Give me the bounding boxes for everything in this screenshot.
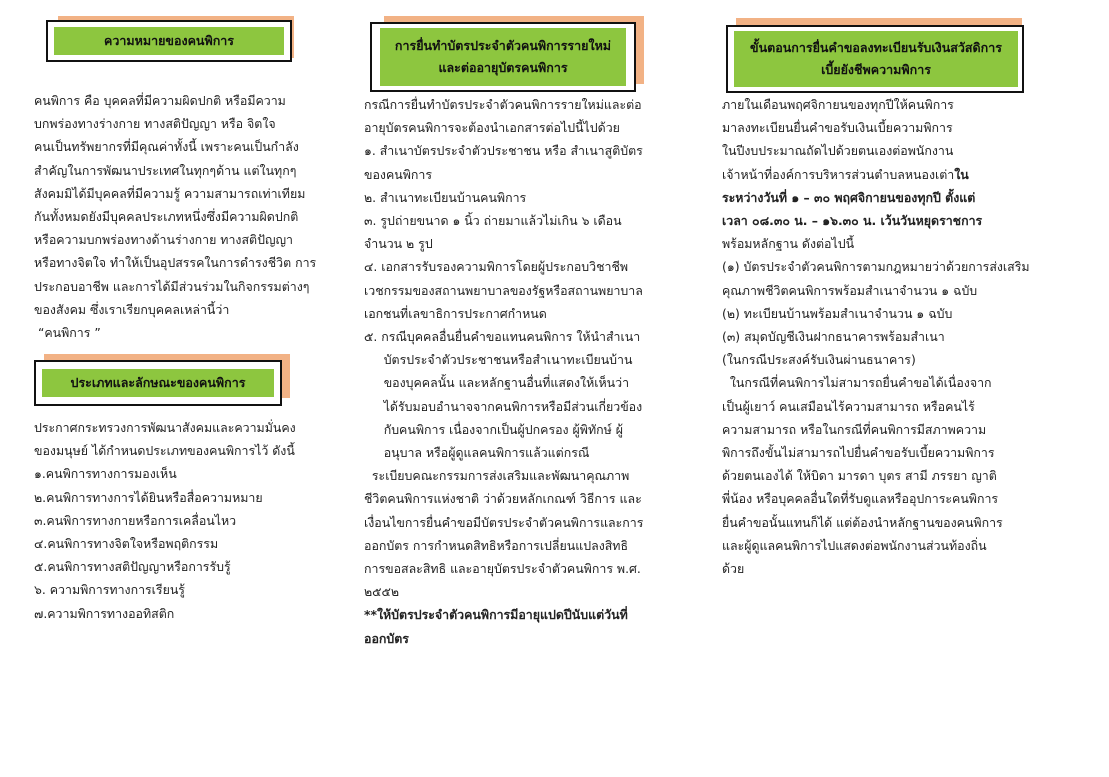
types-text: ประกาศกระทรวงการพัฒนาสังคมและความมั่นคง ของมนุษย์ ได้กำหนดประเภทของคนพิการไว้ ดังนี้ ๑.คนพิการทางการมองเห็น ๒.คนพิการทางการได้ยินหรือสื่อความหมาย ๓.คนพิการทางกายหรือการเคลื่อนไหว ๔.คนพิการทางจิตใจหรือพฤติกรรม ๕.คนพิการทางสติปัญญาหรือการรับรู้ ๖. ความพิการทางการเรียนรู้ ๗.ความพิการทางออทิสติก bbox=[34, 420, 296, 621]
card-validity-note-line1: **ให้บัตรประจำตัวคนพิการมีอายุแปดปีนับแต่วันที่ bbox=[364, 607, 628, 623]
card-validity-note-line2: ออกบัตร bbox=[364, 630, 409, 646]
heading-definition: ความหมายของคนพิการ bbox=[103, 33, 235, 48]
allowance-text: ภายในเดือนพฤศจิกายนของทุกปีให้คนพิการ มาลงทะเบียนยื่นคำขอรับเงินเบี้ยความพิการ ในปีงบประมาณถัดไปด้วยตนเองต่อพนักงาน เจ้าหน้าที่องค์การบริหารส่วนตำบลหนองเต่าใน ระหว่างวันที่ ๑ – ๓๐ พฤศจิกายนของทุกปี ตั้งแต่ เวลา ๐๘.๓๐ น. – ๑๖.๓๐ น. เว้นวันหยุดราชการ พร้อมหลักฐาน ดังต่อไปนี้ (๑) บัตรประจำตัวคนพิการตามกฎหมายว่าด้วยการส่งเสริม คุณภาพชีวิตคนพิการพร้อมสำเนาจำนวน ๑ ฉบับ (๒) ทะเบียนบ้านพร้อมสำเนาจำนวน ๑ ฉบับ (๓) สมุดบัญชีเงินฝากธนาคารพร้อมสำเนา (ในกรณีประสงค์รับเงินผ่านธนาคาร) ในกรณีที่คนพิการไม่สามารถยื่นคำขอได้เนื่องจาก เป็นผู้เยาว์ คนเสมือนไร้ความสามารถ หรือคนไร้ ความสามารถ หรือในกรณีที่คนพิการมีสภาพความ พิการถึงขั้นไม่สามารถไปยื่นคำขอรับเบี้ยความพิการ ด้วยตนเองได้ ให้บิดา มารดา บุตร สามี ภรรยา ญาติ พี่น้อง หรือบุคคลอื่นใดที่รับดูแลหรืออุปการะคนพิการ ยื่นคำขอนั้นแทนก็ได้ แต่ต้องนำหลักฐานของคนพิการ และผู้ดูแลคนพิการไปแสดงต่อพนักงานส่วนท้องถิ่น ด้วย bbox=[722, 97, 1030, 577]
document-list-item: (๑) บัตรประจำตัวคนพิการตามกฎหมายว่าด้วยการส่งเสริม bbox=[722, 259, 1030, 275]
heading-card-line1: การยื่นทำบัตรประจำตัวคนพิการรายใหม่ bbox=[394, 38, 612, 53]
definition-text: คนพิการ คือ บุคคลที่มีความผิดปกติ หรือมีความ บกพร่องทางร่างกาย ทางสติปัญญา หรือ จิตใจ คนเป็นทรัพยากรที่มีคุณค่าทั้งนี้ เพราะคนเป็นกำลัง สำคัญในการพัฒนาประเทศในทุกๆด้าน แต่ในทุกๆ สังคมมิได้มีบุคคลที่มีความรู้ ความสามารถเท่าเทียม กันทั้งหมดยังมีบุคคลประเภทหนึ่งซึ่งมีความผิดปกติ หรือความบกพร่องทางด้านร่างกาย ทางสติปัญญา หรือทางจิตใจ ทำให้เป็นอุปสรรคในการดำรงชีวิต การ ประกอบอาชีพ และการได้มีส่วนร่วมในกิจกรรมต่างๆ ของสังคม ซึ่งเราเรียกบุคคลเหล่านี้ว่า “คนพิการ ” bbox=[34, 93, 317, 341]
heading-allowance-line2: เบี้ยยังชีพความพิการ bbox=[821, 62, 931, 77]
heading-card-line2: และต่ออายุบัตรคนพิการ bbox=[438, 60, 568, 75]
document-list-item: (๓) สมุดบัญชีเงินฝากธนาคารพร้อมสำเนา bbox=[722, 329, 945, 345]
card-application-text: กรณีการยื่นทำบัตรประจำตัวคนพิการรายใหม่และต่อ อายุบัตรคนพิการจะต้องนำเอกสารต่อไปนี้ไปด้วย ๑. สำเนาบัตรประจำตัวประชาชน หรือ สำเนาสูติบัตร ของคนพิการ ๒. สำเนาทะเบียนบ้านคนพิการ ๓. รูปถ่ายขนาด ๑ นิ้ว ถ่ายมาแล้วไม่เกิน ๖ เดือน จำนวน ๒ รูป ๔. เอกสารรับรองความพิการโดยผู้ประกอบวิชาชีพ เวชกรรมของสถานพยาบาลของรัฐหรือสถานพยาบาล เอกชนที่เลขาธิการประกาศกำหนด ๕. กรณีบุคคลอื่นยื่นคำขอแทนคนพิการ ให้นำสำเนา บัตรประจำตัวประชาชนหรือสำเนาทะเบียนบ้าน ของบุคคลนั้น และหลักฐานอื่นที่แสดงให้เห็นว่า ได้รับมอบอำนาจจากคนพิการหรือมีส่วนเกี่ยวข้อง กับคนพิการ เนื่องจากเป็นผู้ปกครอง ผู้พิทักษ์ ผู้ อนุบาล หรือผู้ดูแลคนพิการแล้วแต่กรณี ระเบียบคณะกรรมการส่งเสริมและพัฒนาคุณภาพ ชีวิตคนพิการแห่งชาติ ว่าด้วยหลักเกณฑ์ วิธีการ และ เงื่อนไขการยื่นคำขอมีบัตรประจำตัวคนพิการและการ ออกบัตร การกำหนดสิทธิหรือการเปลี่ยนแปลงสิทธิ การขอสละสิทธิ และอายุบัตรประจำตัวคนพิการ พ.ศ. ๒๕๕๒ **ให้บัตรประจำตัวคนพิการมีอายุแปดปีนับแต่วันที่ ออกบัตร bbox=[364, 93, 643, 650]
heading-types: ประเภทและลักษณะของคนพิการ bbox=[70, 375, 246, 390]
document-list-item: (๒) ทะเบียนบ้านพร้อมสำเนาจำนวน ๑ ฉบับ bbox=[722, 305, 953, 321]
heading-allowance-line1: ขั้นตอนการยื่นคำขอลงทะเบียนรับเงินสวัสดิการ bbox=[750, 40, 1002, 55]
